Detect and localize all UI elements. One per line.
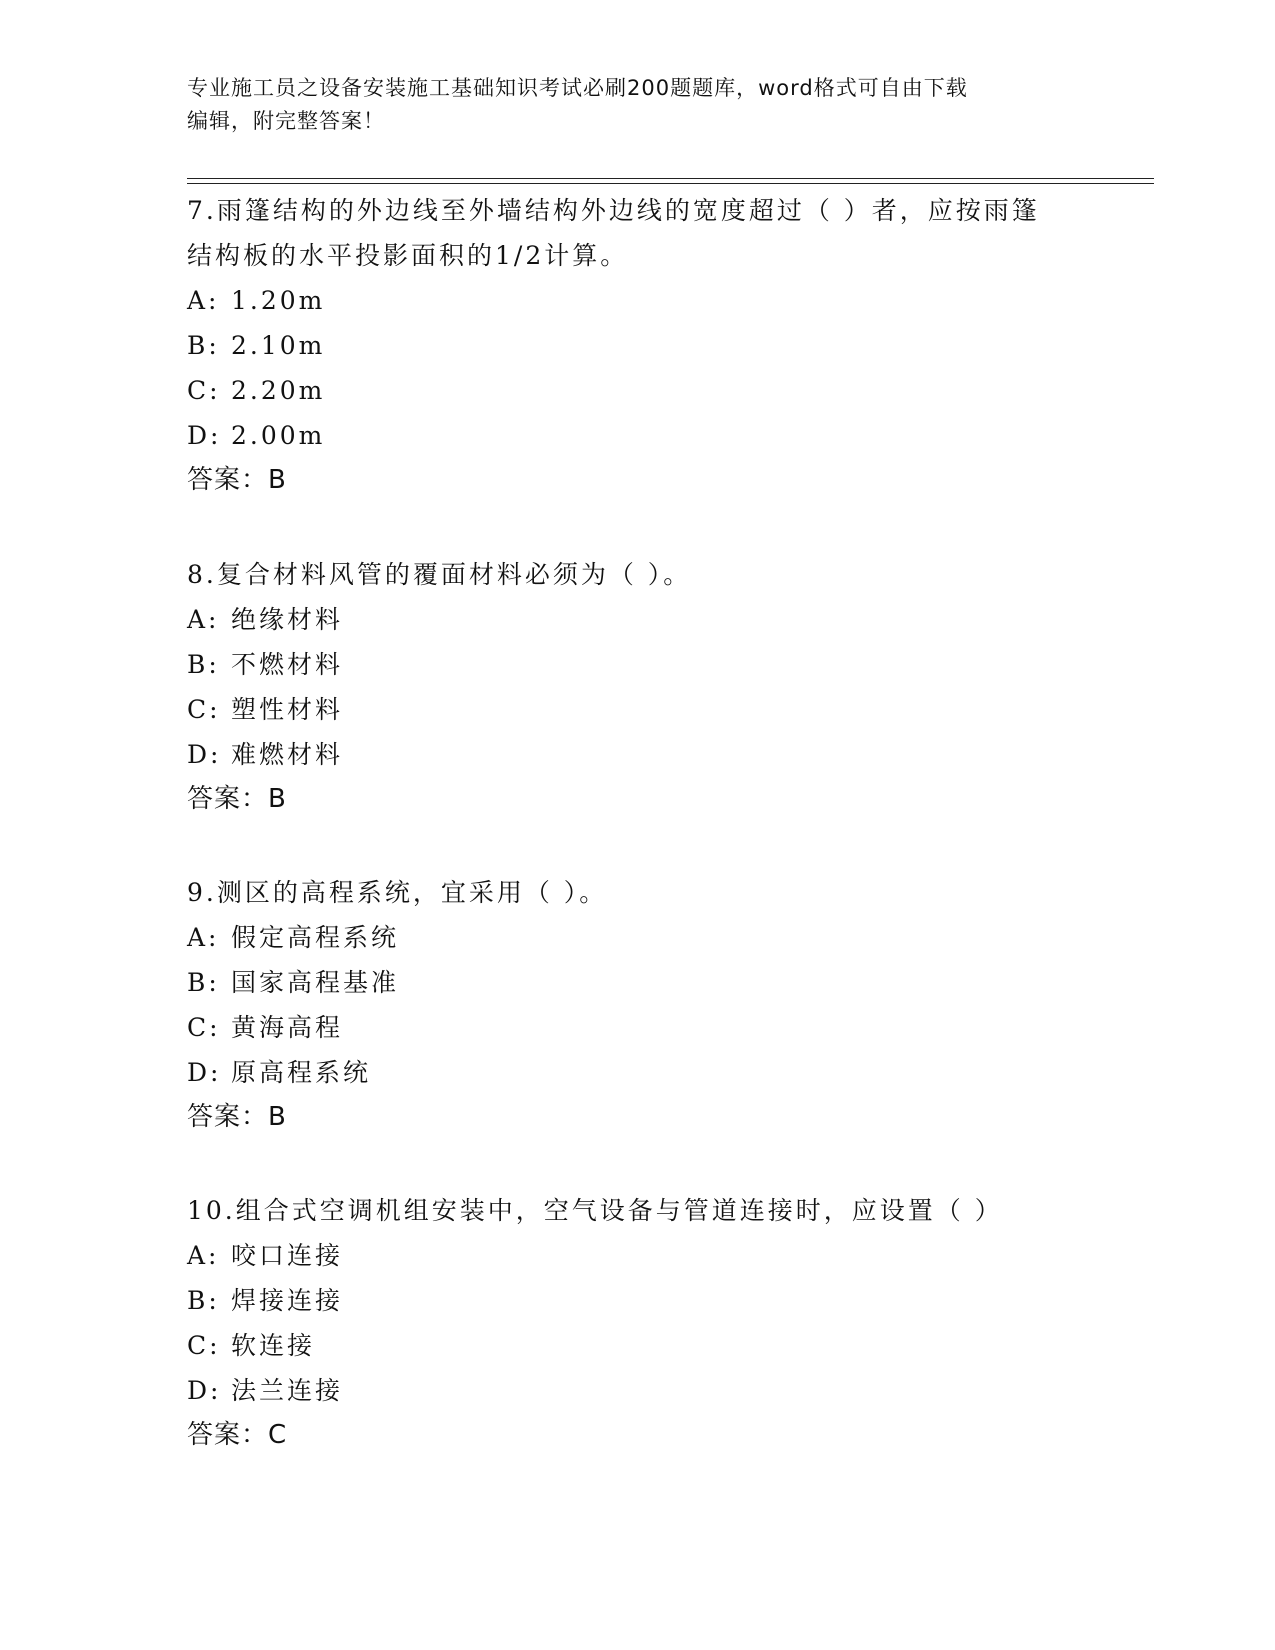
option-text: 2.20m — [231, 376, 326, 405]
question-stem-line: 9.测区的高程系统，宜采用（ ）。 — [187, 878, 608, 907]
option-text: 塑性材料 — [231, 695, 344, 724]
answer-line: 答案：B — [187, 1102, 287, 1132]
option-text: 绝缘材料 — [231, 605, 344, 634]
question-stem-line: 7.雨篷结构的外边线至外墙结构外边线的宽度超过（ ）者，应按雨篷 — [187, 196, 1040, 225]
question-stem-line: 8.复合材料风管的覆面材料必须为（ ）。 — [187, 560, 692, 589]
option-b — [187, 960, 1087, 1005]
option-a — [187, 915, 1087, 960]
option-a — [187, 1233, 1087, 1278]
option-letter: D: — [187, 421, 222, 450]
option-letter: A: — [187, 605, 220, 634]
option-text: 法兰连接 — [231, 1376, 344, 1405]
option-letter: C: — [187, 695, 221, 724]
option-b — [187, 642, 1087, 687]
option-d — [187, 732, 1087, 777]
header-divider-bottom — [187, 183, 1154, 184]
option-text: 2.10m — [231, 331, 326, 360]
header-line-1: 专业施工员之设备安装施工基础知识考试必刷200题题库，word格式可自由下载 — [187, 76, 968, 100]
option-letter: D: — [187, 1376, 222, 1405]
option-letter: B: — [187, 1286, 220, 1315]
option-b — [187, 1278, 1087, 1323]
option-letter: B: — [187, 968, 220, 997]
question-9 — [187, 870, 1087, 1140]
option-letter: B: — [187, 650, 220, 679]
option-d — [187, 1368, 1087, 1413]
header-line-2: 编辑，附完整答案！ — [187, 109, 385, 133]
option-a — [187, 278, 1087, 323]
option-text: 原高程系统 — [231, 1058, 372, 1087]
question-8 — [187, 552, 1087, 822]
question-stem-line: 结构板的水平投影面积的1/2计算。 — [187, 241, 629, 270]
question-stem-line: 10.组合式空调机组安装中，空气设备与管道连接时，应设置（ ） — [187, 1196, 1003, 1225]
option-c — [187, 1323, 1087, 1368]
option-c — [187, 687, 1087, 732]
option-text: 假定高程系统 — [231, 923, 400, 952]
option-text: 咬口连接 — [231, 1241, 344, 1270]
option-text: 焊接连接 — [231, 1286, 344, 1315]
option-text: 1.20m — [231, 286, 326, 315]
option-text: 不燃材料 — [231, 650, 344, 679]
option-letter: A: — [187, 286, 220, 315]
option-d — [187, 1050, 1087, 1095]
option-text: 黄海高程 — [231, 1013, 344, 1042]
option-letter: C: — [187, 1331, 221, 1360]
option-letter: D: — [187, 1058, 222, 1087]
answer-line: 答案：B — [187, 784, 287, 814]
option-text: 软连接 — [231, 1331, 316, 1360]
option-d — [187, 413, 1087, 458]
option-letter: A: — [187, 923, 220, 952]
option-b — [187, 323, 1087, 368]
option-letter: C: — [187, 1013, 221, 1042]
option-c — [187, 1005, 1087, 1050]
question-7 — [187, 188, 1087, 503]
option-c — [187, 368, 1087, 413]
option-text: 2.00m — [231, 421, 326, 450]
answer-line: 答案：B — [187, 465, 287, 495]
option-a — [187, 597, 1087, 642]
option-text: 难燃材料 — [231, 740, 344, 769]
answer-line: 答案：C — [187, 1420, 288, 1450]
document-header — [187, 72, 1087, 138]
option-text: 国家高程基准 — [231, 968, 400, 997]
question-10 — [187, 1188, 1087, 1458]
option-letter: D: — [187, 740, 222, 769]
option-letter: A: — [187, 1241, 220, 1270]
option-letter: C: — [187, 376, 221, 405]
header-divider-top — [187, 178, 1154, 179]
option-letter: B: — [187, 331, 220, 360]
